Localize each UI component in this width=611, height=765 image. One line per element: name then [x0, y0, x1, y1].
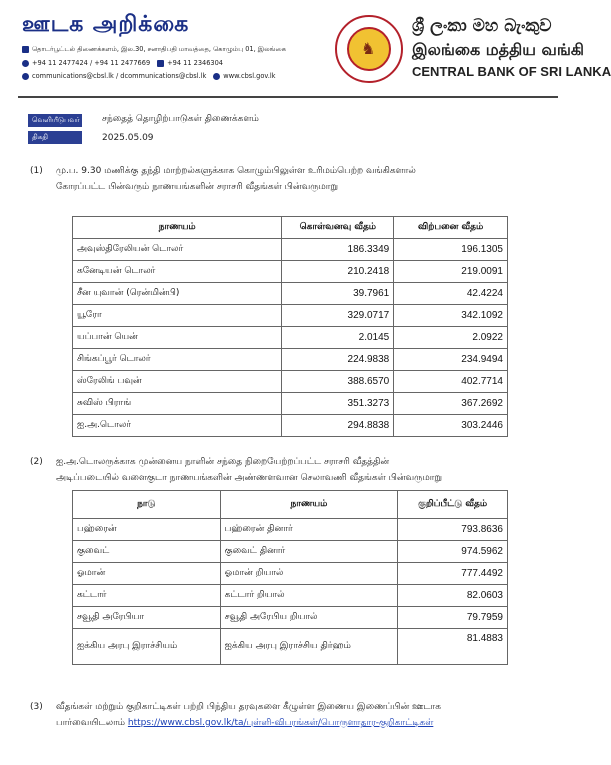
table-row [73, 519, 508, 541]
currency-cell: சுவிஸ் பிராங் [73, 393, 282, 415]
selling-rate-cell: 367.2692 [394, 393, 508, 415]
currency-cell: கட்டார் றியால் [220, 585, 398, 607]
column-header: நாணயம் [73, 217, 282, 239]
indicative-rate-cell: 81.4883 [398, 629, 508, 665]
buying-rate-cell: 210.2418 [282, 261, 394, 283]
currency-cell: பஹ்ரைன் தினார் [220, 519, 398, 541]
table-row [73, 327, 508, 349]
indicative-rate-cell: 82.0603 [398, 585, 508, 607]
buying-rate-cell: 351.3273 [282, 393, 394, 415]
bank-name-tamil: இலங்கை மத்திய வங்கி [412, 40, 584, 59]
selling-rate-cell: 219.0091 [394, 261, 508, 283]
country-cell: குவைட் [73, 541, 221, 563]
table-row [73, 563, 508, 585]
buying-rate-cell: 186.3349 [282, 239, 394, 261]
indicative-rate-cell: 974.5962 [398, 541, 508, 563]
table-row [73, 629, 508, 665]
table-row [73, 349, 508, 371]
table-row [73, 415, 508, 437]
section-2-number: (2) [30, 457, 43, 467]
column-header: நாடு [73, 491, 221, 519]
selling-rate-cell: 196.1305 [394, 239, 508, 261]
country-cell: ஓமான் [73, 563, 221, 585]
selling-rate-cell: 234.9494 [394, 349, 508, 371]
currency-cell: யூரோ [73, 305, 282, 327]
fax-text: +94 11 2346304 [167, 59, 224, 67]
table-header-row [73, 491, 508, 519]
section-1-text [30, 163, 540, 195]
selling-rate-cell: 402.7714 [394, 371, 508, 393]
buying-rate-cell: 388.6570 [282, 371, 394, 393]
issued-by-value: சந்தைத் தொழிற்பாடுகள் திணைக்களம் [102, 114, 259, 124]
table-row [73, 305, 508, 327]
column-header: குறிப்பீட்டு வீதம் [398, 491, 508, 519]
fax-icon [157, 60, 164, 67]
section-1-line-1: மு.ப. 9.30 மணிக்கு தந்தி மாற்றல்களுக்காக கொழும்பிலுள்ள உரிமம்பெற்ற வங்கிகளால் [56, 166, 416, 176]
selling-rate-cell: 342.1092 [394, 305, 508, 327]
section-2-text [30, 454, 540, 486]
currency-cell: சவூதி அரேபிய றியால் [220, 607, 398, 629]
address-text: தொடர்பூட்டல் திணைக்களம், இல.30, சனாதிபதி மாவத்தை, கொழும்பு 01, இலங்கை [32, 45, 286, 53]
section-2-line-1: ஐ.அ.டொலருக்காக முன்னைய நாளின் சந்தை நிறையேற்றப்பட்ட சராசரி வீதத்தின் [56, 457, 390, 467]
lion-icon: ♞ [361, 39, 376, 58]
indicative-rate-cell: 777.4492 [398, 563, 508, 585]
currency-cell: ஐக்கிய அரபு இராச்சிய திர்ஹம் [220, 629, 398, 665]
bank-name-english: CENTRAL BANK OF SRI LANKA [412, 64, 611, 79]
contact-phone-line [22, 59, 223, 67]
selling-rate-cell: 42.4224 [394, 283, 508, 305]
press-release-title: ஊடக அறிக்கை [22, 12, 190, 37]
buying-rate-cell: 294.8838 [282, 415, 394, 437]
phone-icon [22, 60, 29, 67]
table-row [73, 393, 508, 415]
country-cell: சவூதி அரேபியா [73, 607, 221, 629]
indicative-rate-cell: 793.8636 [398, 519, 508, 541]
date-value: 2025.05.09 [102, 133, 154, 143]
column-header: கொள்வனவு வீதம் [282, 217, 394, 239]
buying-rate-cell: 329.0717 [282, 305, 394, 327]
section-2-line-2: அடிப்படையில் வளைகுடா நாணயங்களின் அண்ணளவான செலாவணி வீதங்கள் பின்வருமாறு [56, 473, 442, 483]
globe-icon [213, 73, 220, 80]
buying-rate-cell: 224.9838 [282, 349, 394, 371]
email-link[interactable]: communications@cbsl.lk / dcommunications@cbsl.lk [32, 72, 207, 80]
currency-cell: குவைட் தினார் [220, 541, 398, 563]
table-row [73, 607, 508, 629]
date-label: திகதி [28, 131, 82, 144]
phone-text: +94 11 2477424 / +94 11 2477669 [32, 59, 151, 67]
header-divider [18, 96, 558, 98]
currency-cell: அவுஸ்திரேலியன் டொலர் [73, 239, 282, 261]
country-cell: பஹ்ரைன் [73, 519, 221, 541]
table-row [73, 541, 508, 563]
table-row [73, 585, 508, 607]
email-icon [22, 73, 29, 80]
issued-by-label: வெளியீடுபவர் [28, 114, 82, 127]
currency-cell: சீன யுவான் (ரென்மின்பி) [73, 283, 282, 305]
currency-cell: ஓமான் றியால் [220, 563, 398, 585]
section-3-text [30, 699, 540, 731]
selling-rate-cell: 2.0922 [394, 327, 508, 349]
currency-cell: ஸ்ரேலிங் பவுன் [73, 371, 282, 393]
location-icon [22, 46, 29, 53]
exchange-rate-table [72, 216, 508, 437]
currency-cell: கனேடியன் டொலர் [73, 261, 282, 283]
table-row [73, 283, 508, 305]
buying-rate-cell: 2.0145 [282, 327, 394, 349]
column-header: விற்பனை வீதம் [394, 217, 508, 239]
currency-cell: ஐ.அ.டொலர் [73, 415, 282, 437]
section-3-number: (3) [30, 702, 43, 712]
currency-cell: யப்பான் யென் [73, 327, 282, 349]
website-link[interactable]: www.cbsl.gov.lk [223, 72, 276, 80]
country-cell: ஐக்கிய அரபு இராச்சியம் [73, 629, 221, 665]
section-1-line-2: கோரப்பட்ட பின்வரும் நாணயங்களின் சராசரி வீதங்கள் பின்வருமாறு [56, 182, 339, 192]
table-row [73, 371, 508, 393]
country-cell: கட்டார் [73, 585, 221, 607]
selling-rate-cell: 303.2446 [394, 415, 508, 437]
section-1-number: (1) [30, 166, 43, 176]
buying-rate-cell: 39.7961 [282, 283, 394, 305]
gulf-currency-table [72, 490, 508, 665]
section-3-line-1: வீதங்கள் மற்றும் குறிகாட்டிகள் பற்றி பிந்திய தரவுகளை கீழுள்ள இணைய இணைப்பின் ஊடாக [56, 702, 441, 712]
contact-web-line [22, 72, 276, 80]
statistics-link[interactable]: https://www.cbsl.gov.lk/ta/புள்ளி-விபரங்கள்/பொருளாதார-குறிகாட்டிகள் [127, 718, 434, 728]
currency-cell: சிங்கப்பூர் டொலர் [73, 349, 282, 371]
table-row [73, 239, 508, 261]
address-line [22, 45, 286, 54]
table-row [73, 261, 508, 283]
section-3-line-2: பார்வையிடலாம் [56, 718, 126, 728]
indicative-rate-cell: 79.7959 [398, 607, 508, 629]
column-header: நாணயம் [220, 491, 398, 519]
cbsl-seal-logo [335, 15, 403, 83]
table-header-row [73, 217, 508, 239]
bank-name-sinhala: ශ්‍රී ලංකා මහ බැංකුව [412, 16, 552, 36]
